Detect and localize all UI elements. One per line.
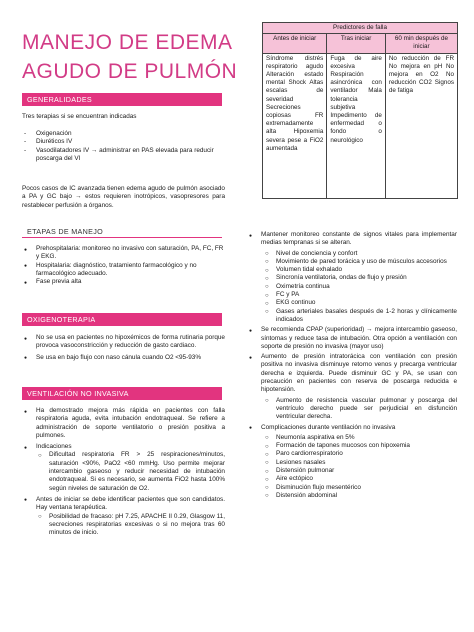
list-item: ● No se usa en pacientes no hipoxémicos de forma rutinaria porque provoca vasoconstricción y reducción de gasto cardiaco.	[22, 334, 225, 351]
vni-sublist	[38, 451, 225, 492]
complications-sublist	[265, 434, 457, 500]
etapas-list	[22, 245, 225, 286]
table-header-cell: Antes de iniciar	[263, 34, 327, 53]
title-line-1: MANEJO DE EDEMA	[22, 31, 233, 54]
table-row	[263, 53, 458, 198]
complications-text: Complicaciones durante ventilación no invasiva	[261, 423, 396, 431]
vni-list	[22, 407, 225, 537]
list-item: ○ Sincronía ventilatoria, ondas de flujo y presión	[265, 274, 457, 282]
list-item: ○ Posibilidad de fracaso: pH 7.25, APACHE II 0.29, Glasgow 11, secreciones respiratorias excesivas o si no mejora tras 60 minutos de inicio.	[38, 513, 225, 538]
list-item: ● Hospitalaria: diagnóstico, tratamiento farmacológico y no farmacológico adecuado.	[22, 262, 225, 279]
predictors-table	[262, 22, 458, 199]
list-item: ○ Paro cardiorrespiratorio	[265, 450, 457, 458]
pressure-text: Aumento de presión intratorácica con ventilación con presión positiva no invasiva disminuye retorno venos y precarga ventricular derecha e izquierda. Puede disminuir GC y PA, se usan con precaución en pacientes con reserva de poscarga reducida e hipotensión.	[261, 353, 457, 394]
list-item: ○ Aumento de resistencia vascular pulmonar y poscarga del ventrículo derecho puede ser perjudicial en disfunción ventricular derecha.	[265, 397, 457, 422]
title-line-2: AGUDO DE PULMÓN	[22, 60, 238, 83]
section-header-etapas: ETAPAS DE MANEJO	[22, 225, 222, 238]
list-item: ○ Neumonía aspirativa en 5%	[265, 434, 457, 442]
section-header-vni: VENTILACIÓN NO INVASIVA	[22, 387, 222, 400]
list-item: - Vasodilatadores IV → administrar en PAS elevada para reducir poscarga del VI	[22, 147, 225, 164]
list-item	[22, 443, 225, 493]
list-item: ● Prehospitalaria: monitoreo no invasivo con saturación, PA, FC, FR y EKG.	[22, 245, 225, 262]
right-column-list	[247, 231, 457, 500]
pressure-sublist	[265, 397, 457, 422]
list-item: ● Se usa en bajo flujo con naso cánula cuando O2 <95-93%	[22, 354, 225, 362]
vni-item-1: Ha demostrado mejora más rápida en pacientes con falla respiratoria aguda, evita intubación endotraqueal. Se refiere a administración de soporte ventilatorio o presión positiva a pulmones.	[36, 407, 225, 439]
table-cell: Fuga de aire excesiva Respiración asincrónica con ventilador Mala tolerancia subjetiva Impedimento de enfermedad o fondo o neurológico	[327, 53, 386, 198]
list-item: ○ Gases arteriales basales después de 1-2 horas y clínicamente indicados	[265, 308, 457, 325]
list-item: ○ Lesiones nasales	[265, 459, 457, 467]
list-item	[247, 231, 457, 324]
section-header-generalidades: GENERALIDADES	[22, 93, 222, 106]
list-item: ○ Oximetría continua	[265, 283, 457, 291]
list-item: ● Se recomienda CPAP (superioridad) → mejora intercambio gaseoso, síntomas y reduce tasa de intubación. Otra opción a ventilación con soporte de presión no invasiva (mayor uso)	[247, 326, 457, 351]
generalidades-intro: Tres terapias si se encuentran indicadas	[22, 113, 137, 120]
generalidades-paragraph: Pocos casos de IC avanzada tienen edema agudo de pulmón asociado a PA y GC bajo → estos requieren inotrópicos, vasopresores para restablecer perfusión a órganos.	[22, 185, 225, 209]
oxigenoterapia-list	[22, 334, 225, 362]
list-item: ● Fase previa alta	[22, 278, 225, 286]
list-item: ○ EKG continuo	[265, 299, 457, 307]
list-item: ○ Dificultad respiratoria FR > 25 respiraciones/minutos, saturación <90%, PaO2 <60 mmHg. Uso permite mejorar intercambio gaseoso y reducir necesidad de intubación endotraqueal. Si es necesario, se aumenta FiO2 hasta 100% según niveles de saturación de O2.	[38, 451, 225, 492]
vni-sublist	[38, 513, 225, 538]
table-header-cell: 60 min después de iniciar	[385, 34, 457, 53]
list-item	[247, 424, 457, 501]
monitoring-text: Mantener monitoreo constante de signos vitales para implementar medias tempranas si se alteran.	[261, 231, 457, 247]
table-cell: No reducción de FR No mejora en pH No mejora en O2 No reducción CO2 Signos de fatiga	[385, 53, 457, 198]
table-title: Predictores de falla	[263, 23, 458, 34]
page-title	[22, 28, 252, 86]
list-item: - Diuréticos IV	[22, 138, 225, 146]
list-item	[22, 407, 225, 440]
monitoring-sublist	[265, 250, 457, 325]
list-item: ○ Formación de tapones mucosos con hipoxemia	[265, 442, 457, 450]
list-item: ○ Distensión abdominal	[265, 492, 457, 500]
table-cell: Síndrome distrés respiratorio agudo Alteración estado mental Shock Altas escalas de severidad Secreciones copiosas FR extremadamente alta Hipoxemia severa pese a FiO2 aumentada	[263, 53, 327, 198]
list-item	[22, 496, 225, 537]
list-item: ○ Volumen tidal exhalado	[265, 266, 457, 274]
table-header-cell: Tras iniciar	[327, 34, 386, 53]
list-item: ○ Aire ectópico	[265, 475, 457, 483]
list-item: ○ Disminución flujo mesentérico	[265, 484, 457, 492]
list-item: ○ Distensión pulmonar	[265, 467, 457, 475]
vni-item-3: Antes de iniciar se debe identificar pacientes que son candidatos. Hay ventana terapéutica.	[36, 495, 225, 512]
list-item: ○ FC y PA	[265, 291, 457, 299]
list-item: ○ Nivel de conciencia y confort	[265, 250, 457, 258]
generalidades-list	[22, 130, 225, 163]
list-item	[247, 353, 457, 421]
list-item: - Oxigenación	[22, 130, 225, 138]
section-header-oxigenoterapia: OXIGENOTERAPIA	[22, 313, 222, 326]
list-item: ○ Movimiento de pared torácica y uso de músculos accesorios	[265, 258, 457, 266]
vni-item-2: Indicaciones	[36, 443, 72, 451]
